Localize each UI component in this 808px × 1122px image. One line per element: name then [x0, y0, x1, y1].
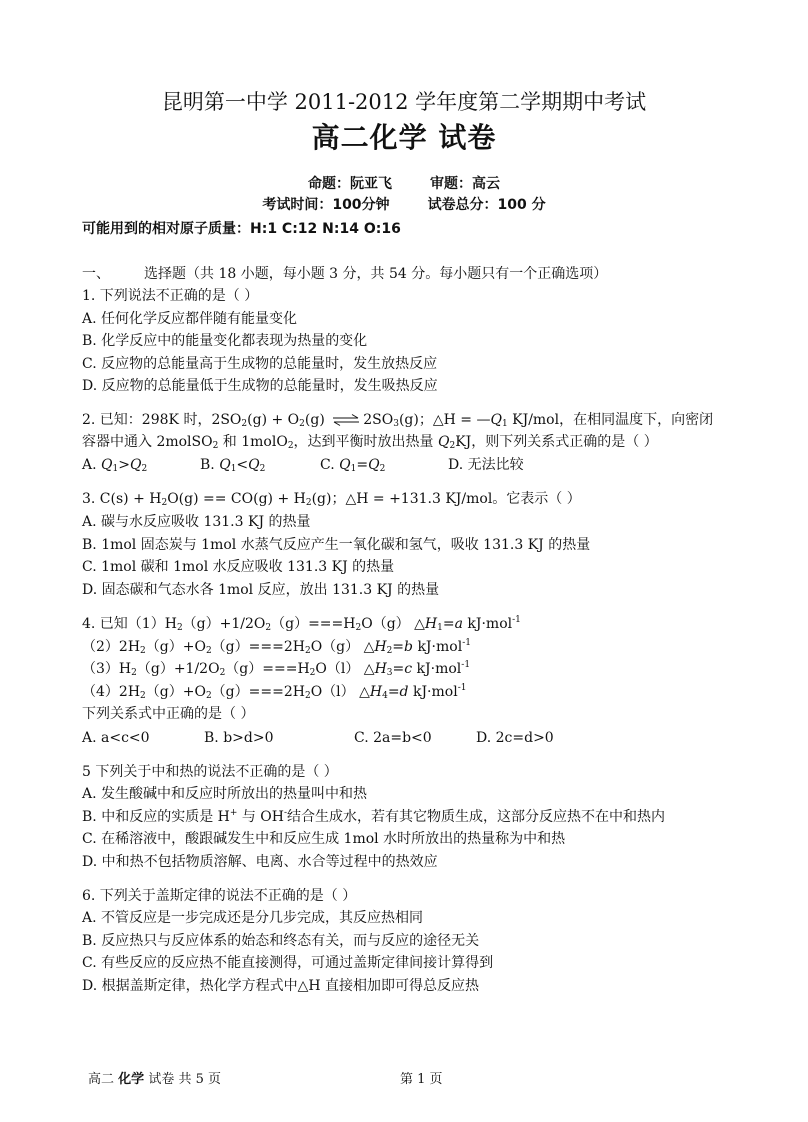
q1-option-b: B. 化学反应中的能量变化都表现为热量的变化 [82, 333, 368, 349]
q4-option-d: D. 2c=d>0 [476, 730, 554, 746]
q2-option-a: A. $Q_1>Q_2$ [82, 457, 148, 474]
exam-title: 高二化学 试卷 [311, 121, 497, 154]
q6-option-b: B. 反应热只与反应体系的始态和终态有关，而与反应的途径无关 [82, 933, 480, 949]
q2-options [82, 455, 524, 475]
q1-stem: 1. 下列说法不正确的是（ ） [82, 288, 259, 304]
q5-option-d: D. 中和热不包括物质溶解、电离、水合等过程中的热效应 [82, 854, 438, 870]
q1-option-d: D. 反应物的总能量低于生成物的总能量时，发生吸热反应 [82, 378, 438, 394]
q4-option-c: C. 2a=b<0 [354, 730, 432, 746]
atomic-mass-line: 可能用到的相对原子质量：H:1 C:12 N:14 O:16 [82, 221, 401, 237]
q3-option-c: C. 1mol 碳和 1mol 水反应吸收 131.3 KJ 的热量 [82, 559, 395, 575]
q6-stem: 6. 下列关于盖斯定律的说法不正确的是（ ） [82, 888, 357, 904]
q2-option-b: B. $Q_1<Q_2$ [200, 457, 266, 474]
q4-equation-2: $(2)2H_2(g)+O_2(g)===2H_2O(g)$ $\triangle H_2=b$ kJ·mol$^{-1}$ [82, 638, 471, 656]
section-heading [82, 264, 607, 284]
q2-stem-line2: 容器中通入 2molSO$_2$ 和 1molO$_2$，达到平衡时放出热量 $Q_2KJ$，则下列关系式正确的是（ ） [82, 434, 658, 451]
q4-stem: 下列关系式中正确的是（ ） [82, 706, 255, 722]
section-index: 一、 [82, 266, 110, 282]
q4-equation-3: $(3)H_2(g)+1/2O_2(g)===H_2O(l)$ $\triangle H_3=c$ kJ·mol$^{-1}$ [82, 660, 471, 678]
footer-left: 高二 化学 试卷 共 5 页 [88, 1072, 221, 1087]
q6-option-c: C. 有些反应的反应热不能直接测得，可通过盖斯定律间接计算得到 [82, 955, 494, 971]
q3-option-a: A. 碳与水反应吸收 131.3 KJ 的热量 [82, 514, 311, 530]
reviewer: 审题：高云 [430, 176, 500, 192]
q1-option-a: A. 任何化学反应都伴随有能量变化 [82, 311, 298, 327]
q5-option-c: C. 在稀溶液中，酸跟碱发生中和反应生成 1mol 水时所放出的热量称为中和热 [82, 831, 566, 847]
q6-option-a: A. 不管反应是一步完成还是分几步完成，其反应热相同 [82, 910, 424, 926]
q2-stem-line1: 2. 已知：298K 时，$2SO_2(g) + O_2(g)$ $2SO_3(g)$；△H = $—Q_1$ KJ/mol，在相同温度下，向密闭 [82, 412, 714, 429]
q5-option-b: B. 中和反应的实质是 H+ 与 OH-结合生成水，若有其它物质生成，这部分反应热不在中和热内 [82, 808, 666, 825]
q5-stem: 5 下列关于中和热的说法不正确的是（ ） [82, 764, 338, 780]
equilibrium-arrow-icon [332, 414, 360, 426]
q4-options [82, 728, 554, 748]
q4-option-a: A. a<c<0 [82, 730, 150, 746]
q4-equation-1: 4. 已知$(1)H_2(g)+1/2O_2(g)===H_2O(g)$ $\triangle H_1=a$ kJ·mol$^{-1}$ [82, 615, 521, 633]
page-number: 第 1 页 [400, 1072, 443, 1087]
q2-option-d: D. 无法比较 [448, 457, 524, 473]
q3-option-d: D. 固态碳和气态水各 1mol 反应，放出 131.3 KJ 的热量 [82, 582, 440, 598]
author: 命题：阮亚飞 [308, 176, 392, 192]
q3-option-b: B. 1mol 固态炭与 1mol 水蒸气反应产生一氧化碳和氢气，吸收 131.3 KJ 的热量 [82, 537, 591, 553]
author-line [0, 173, 808, 193]
q6-option-d: D. 根据盖斯定律，热化学方程式中△H 直接相加即可得总反应热 [82, 978, 480, 994]
q4-option-b: B. b>d>0 [204, 730, 274, 746]
total-score: 试卷总分：100 分 [427, 197, 546, 213]
q1-option-c: C. 反应物的总能量高于生成物的总能量时，发生放热反应 [82, 356, 438, 372]
exam-time: 考试时间：100分钟 [262, 197, 390, 213]
q5-option-a: A. 发生酸碱中和反应时所放出的热量叫中和热 [82, 786, 368, 802]
exam-meta-line [0, 194, 808, 214]
q3-stem: 3. $C(s) + H_2O(g) == CO(g) + H_2(g)$；△H = +131.3 KJ/mol。它表示（ ） [82, 491, 581, 508]
section-title: 选择题（共 18 小题，每小题 3 分，共 54 分。每小题只有一个正确选项） [144, 266, 608, 282]
school-title: 昆明第一中学 2011-2012 学年度第二学期期中考试 [161, 90, 647, 114]
q4-equation-4: $(4)2H_2(g)+O_2(g)===2H_2O(l)$ $\triangle H_4=d$ kJ·mol$^{-1}$ [82, 683, 467, 701]
q2-option-c: C. $Q_1=Q_2$ [320, 457, 386, 474]
